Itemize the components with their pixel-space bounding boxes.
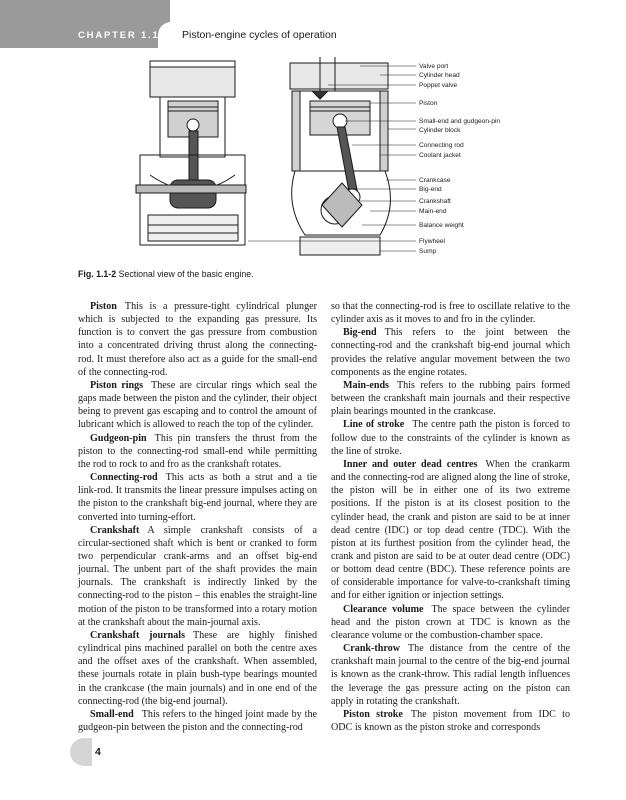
label-crankshaft: Crankshaft [419,198,451,205]
term: Crankshaft journals [90,629,185,641]
paragraph-clearance-volume [331,603,570,642]
body: These are circular rings which seal the gaps made between the piston and the cylinder, their object being to prevent gas escaping and to control the amount of lubricant which is allowed to reach the top of the cylinder. [78,379,317,431]
right-column [331,300,570,734]
body: This refers to the hinged joint made by the gudgeon-pin between the piston and the connecting-rod [78,708,317,733]
body: This acts as both a strut and a tie link-rod. It transmits the linear pressure impulses acting on the piston to the crankshaft big-end journal, where they are converted into turning-effort. [78,472,317,523]
label-cylinder-head: Cylinder head [419,72,460,79]
paragraph-line-of-stroke [331,418,570,457]
paragraph-continued [331,300,570,326]
term: Small-end [90,708,134,720]
page-number-tab [70,738,92,766]
caption-number: Fig. 1.1-2 [78,269,117,279]
page-number: 4 [95,746,101,758]
label-cylinder-block: Cylinder block [419,127,461,134]
label-small-end: Small-end and gudgeon-pin [419,118,501,125]
body: These are highly finished cylindrical pins machined parallel on both the centre axes and the offset axes of the crankshaft. When assembled, these journals rotate in plain bush-type bearings mounted in the crankcase (the main journals) and in one end of the connecting-rod (the big-end journal). [78,629,317,707]
body: The distance from the centre of the crankshaft main journal to the centre of the big-end journal is known as the crank-throw. This radial length influences the leverage the gas pressure acting on the piston can apply in rotating the crankshaft. [331,643,570,707]
term: Gudgeon-pin [90,432,147,444]
label-big-end: Big-end [419,186,442,193]
body: so that the connecting-rod is free to oscillate relative to the cylinder axis as it moves to and fro in the cylinder. [331,301,570,326]
term: Piston stroke [343,708,403,720]
label-poppet-valve: Poppet valve [419,82,458,89]
engine-section-figure [130,55,501,270]
term: Clearance volume [343,603,424,615]
page-header [0,0,626,48]
paragraph-small-end [78,708,317,734]
body: This refers to the joint between the connecting-rod and the crankshaft big-end journal which provides the relative angular movement between the two components as the engine rotates. [331,327,570,378]
running-title: Piston-engine cycles of operation [182,29,337,41]
engine-front-section [136,61,246,245]
term: Piston [90,301,117,312]
term: Piston rings [90,379,144,391]
term: Crank-throw [343,643,401,655]
term: Main-ends [343,379,389,391]
body: This refers to the rubbing pairs formed between the crankshaft main journals and their respective plain bearings mounted in the crankcase. [331,379,570,418]
term: Connecting-rod [90,472,158,484]
label-connecting-rod: Connecting rod [419,142,464,149]
paragraph-piston-rings [78,379,317,432]
chapter-label: CHAPTER 1.1 [78,30,160,41]
figure-labels [419,63,500,255]
label-coolant-jacket: Coolant jacket [419,152,461,159]
body: The space between the cylinder head and the piston crown at TDC is known as the clearance volume or the combustion-chamber space. [331,603,570,641]
paragraph-connecting-rod [78,471,317,524]
paragraph-piston [78,300,317,379]
label-crankcase: Crankcase [419,177,451,184]
left-column [78,300,317,734]
paragraph-crankshaft [78,524,317,629]
term: Line of stroke [343,419,405,431]
body: A simple crankshaft consists of a circular-sectioned shaft which is bent or cranked to form two perpendicular crank-arms and an offset big-end journal. The unbent part of the shaft provides the main journals. The crankshaft is indirectly linked by the connecting-rod to the piston – this enables the straight-line motion of the piston to be transformed into a rotary motion at the crankshaft about the main-journal axis. [78,524,317,628]
paragraph-dead-centres [331,458,570,603]
label-valve-port: Valve port [419,63,449,70]
paragraph-big-end [331,326,570,379]
body: The piston movement from IDC to ODC is known as the piston stroke and corresponds [331,708,571,733]
paragraph-main-ends [331,379,570,418]
label-piston: Piston [419,100,438,107]
body: This is a pressure-tight cylindrical plunger which is subjected to the expanding gas pressure. Its function is to convert the gas pressure from combustion into a concentrated driving thrust along the connecting-rod. It must therefore also act as a guide for the small-end of the connecting-rod. [78,301,317,378]
term: Crankshaft [90,524,140,536]
label-sump: Sump [419,248,437,255]
term: Inner and outer dead centres [343,458,478,470]
paragraph-piston-stroke [331,708,570,734]
paragraph-crank-throw [331,642,570,708]
figure-caption [78,269,254,279]
caption-text: Sectional view of the basic engine. [118,269,254,279]
label-flywheel: Flywheel [419,238,446,245]
term: Big-end [343,327,377,339]
label-main-end: Main-end [419,208,447,215]
body: The centre path the piston is forced to follow due to the constraints of the cylinder is known as the line of stroke. [331,419,570,457]
paragraph-gudgeon-pin [78,432,317,471]
label-balance-weight: Balance weight [419,222,464,229]
paragraph-crankshaft-journals [78,629,317,708]
body: When the crankarm and the connecting-rod are aligned along the line of stroke, the piston will be in either one of its two extreme positions. If the piston is at its closest position to the cylinder head, the crank and piston are said to be at inner dead centre (IDC) or top dead centre (TDC). With the piston at its furthest position from the cylinder head, the crank and piston are said to be at outer dead centre (ODC) or bottom dead centre (BDC). These reference points are of considerable importance for valve-to-crankshaft timing and for either ignition or injection settings. [331,458,570,602]
body: This pin transfers the thrust from the piston to the connecting-rod small-end while permitting the rod to rock to and fro as the crankshaft rotates. [78,432,317,470]
tab-curve [158,22,182,48]
